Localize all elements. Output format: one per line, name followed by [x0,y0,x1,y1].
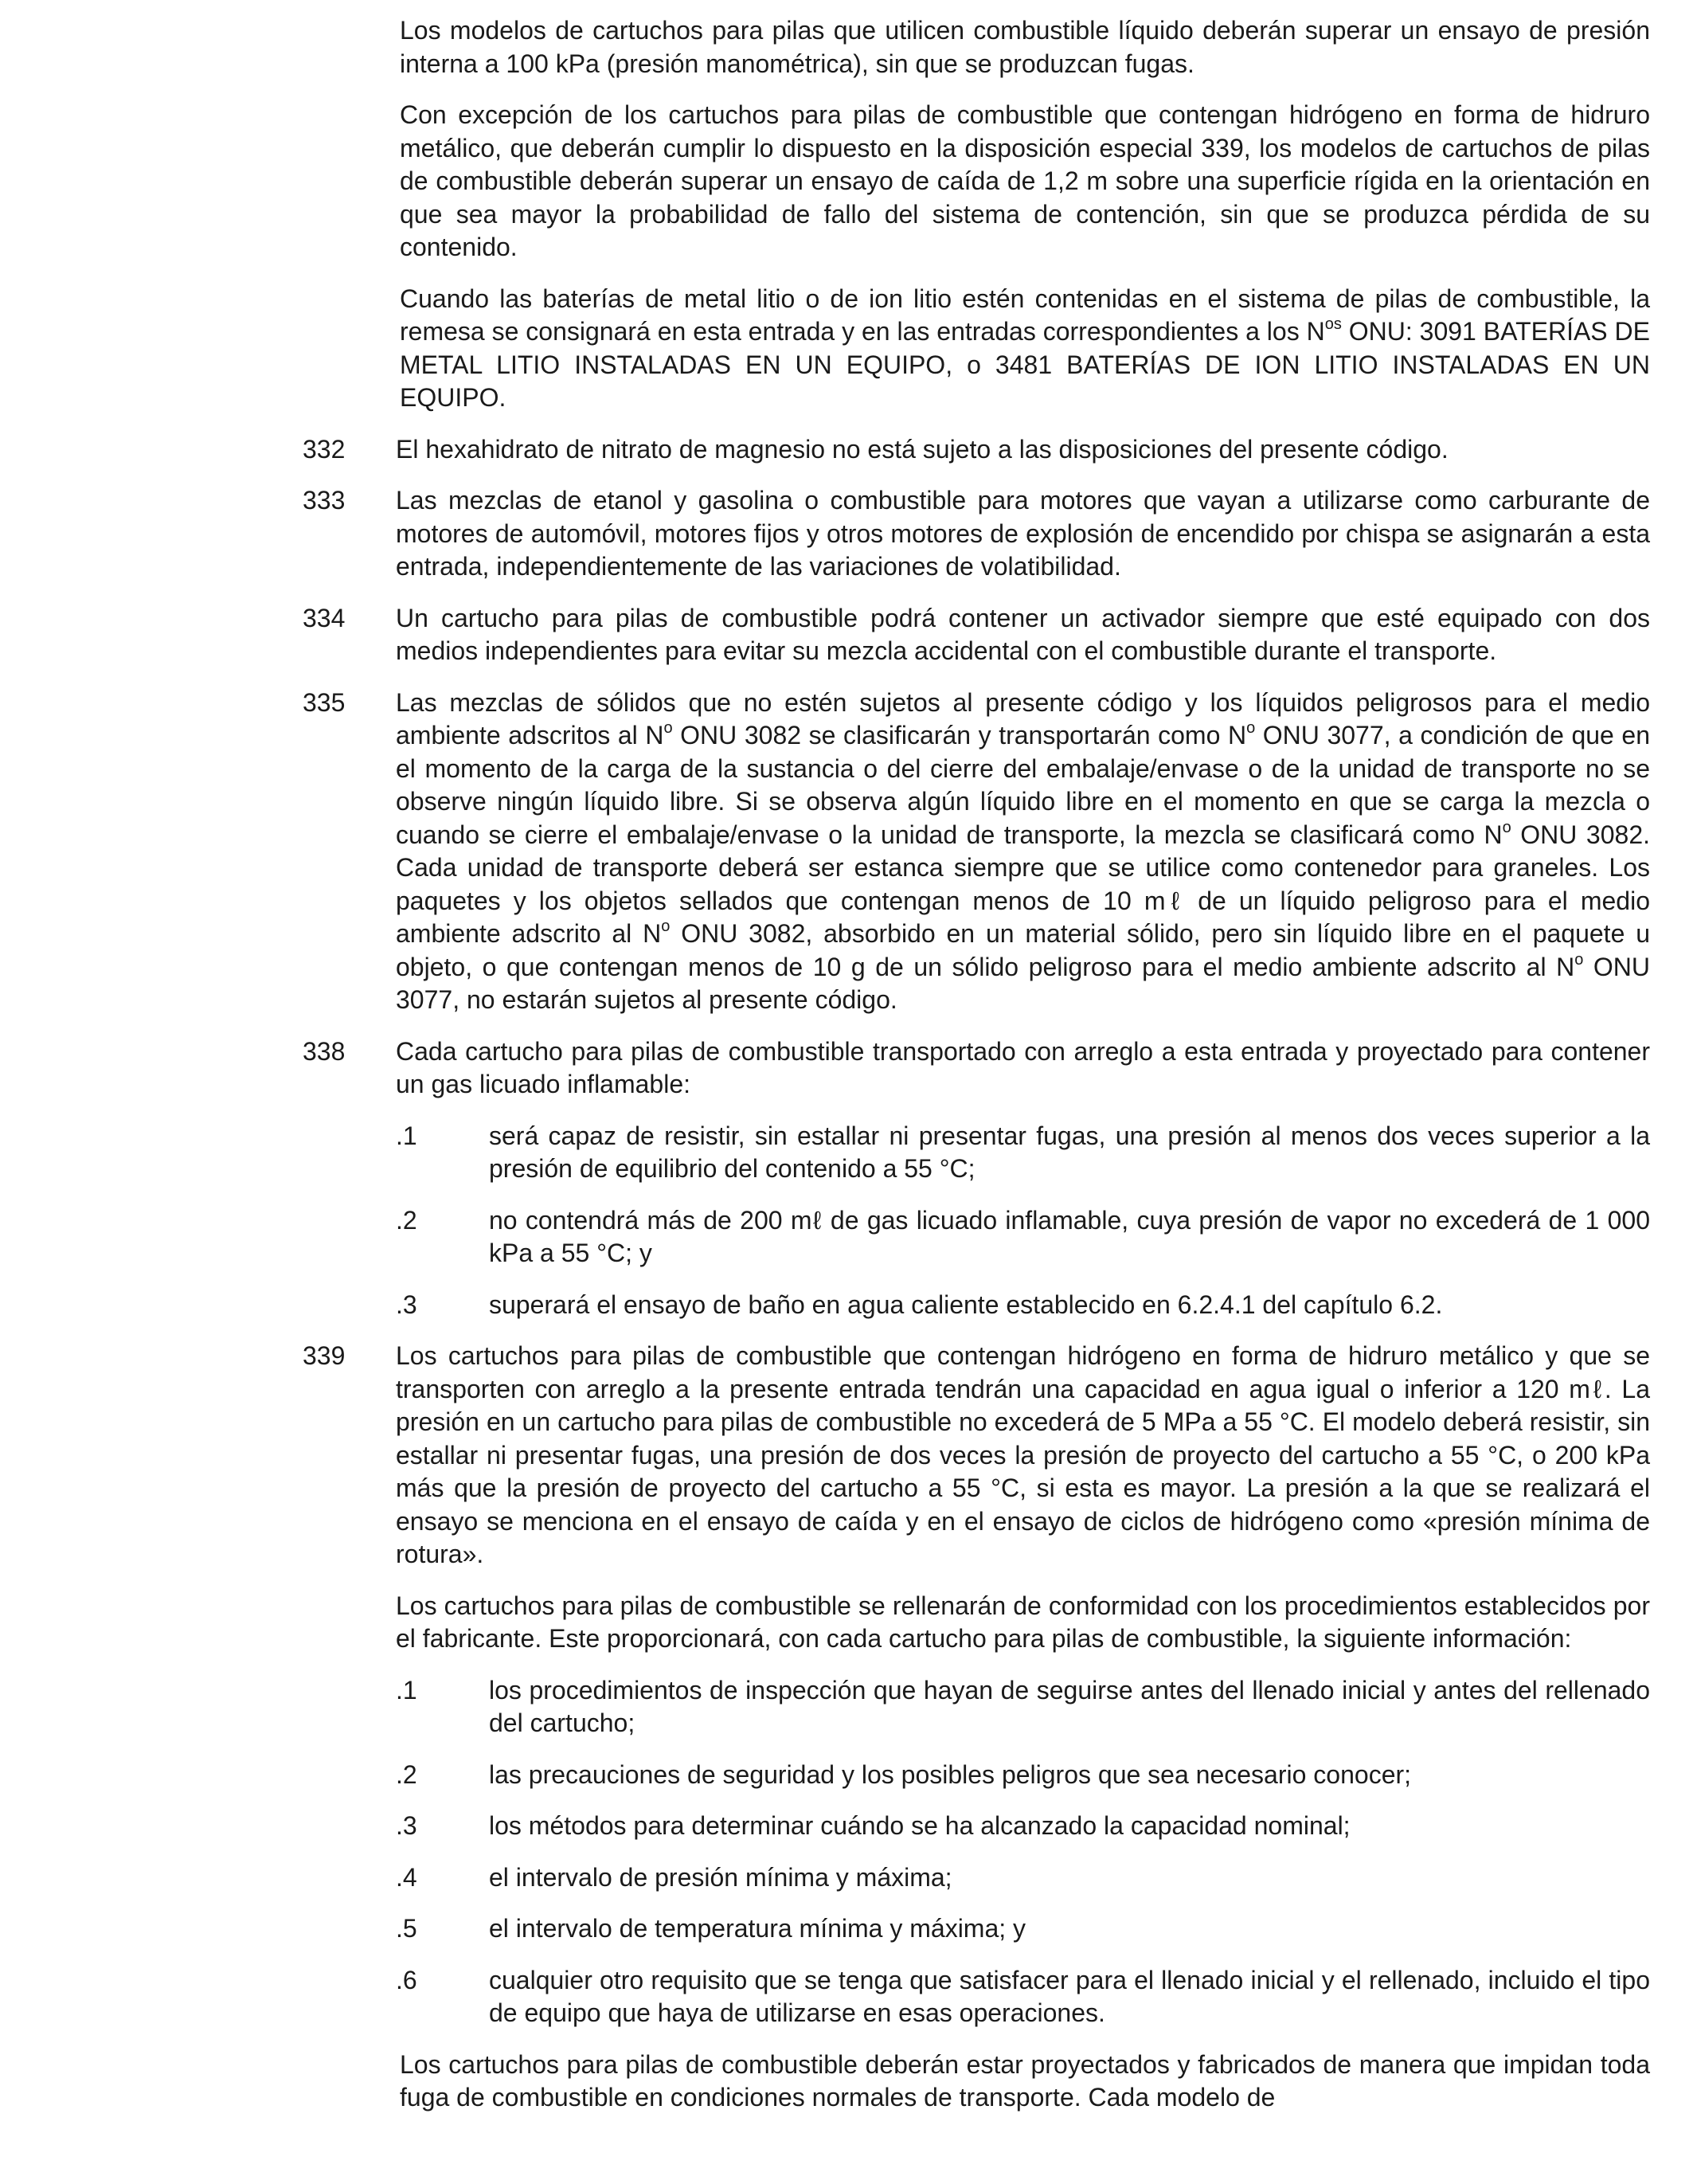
text-run: ONU 3082. Cada unidad de transporte deberá ser estanca siempre que se utilice como contenedor para graneles. Los paquetes y los objetos sellados que contengan menos de 10 mℓ de un líquido peligroso para el medio ambiente adscrito al N [396,820,1651,948]
text-run: Cuando las baterías de metal litio o de ion litio estén contenidas en el sistema de pilas de combustible, la remesa se consignará en esta entrada y en las entradas correspondientes a los N [400,284,1650,346]
superscript: o [1574,950,1584,969]
item-text: cualquier otro requisito que se tenga que satisfacer para el llenado inicial y el rellenado, incluido el tipo de equipo que haya de utilizarse en esas operaciones. [489,1965,1650,2027]
superscript: o [663,719,673,738]
text-run: ONU 3082 se clasificarán y transportarán como N [672,721,1247,750]
provision-number: 334 [303,603,346,632]
list-item [396,1120,1650,1186]
provision-number: 335 [303,687,346,717]
provision-number: 333 [303,486,346,515]
paragraph [396,687,1650,1017]
item-text: no contendrá más de 200 mℓ de gas licuado inflamable, cuya presión de vapor no excederá de 1 000 kPa a 55 °C; y [489,1205,1650,1267]
item-text: los métodos para determinar cuándo se ha alcanzado la capacidad nominal; [489,1811,1351,1840]
paragraph: Cada cartucho para pilas de combustible transportado con arreglo a esta entrada y proyectado para contener un gas licuado inflamable: [396,1036,1650,1098]
item-number: .1 [396,1121,417,1150]
paragraph: Los modelos de cartuchos para pilas que utilicen combustible líquido deberán superar un ensayo de presión interna a 100 kPa (presión manométrica), sin que se produzcan fugas. [400,16,1650,78]
item-text: superará el ensayo de baño en agua caliente establecido en 6.2.4.1 del capítulo 6.2. [489,1290,1443,1319]
text-run: ONU 3077, a condición de que en el momento de la carga de la sustancia o del cierre del embalaje/envase o de la unidad de transporte no se observe ningún líquido libre. Si se observa algún líquido libre en el momento en que se carga la mezcla o cuando se cierre el embalaje/envase o la unidad de transporte, la mezcla se clasificará como N [396,721,1651,849]
list-item [396,1964,1650,2030]
superscript: o [1246,719,1256,738]
item-text: los procedimientos de inspección que hayan de seguirse antes del llenado inicial y antes del rellenado del cartucho; [489,1675,1650,1737]
item-number: .6 [396,1965,417,1994]
item-number: .3 [396,1290,417,1319]
item-number: .4 [396,1862,417,1892]
text-run: ONU 3077, no estarán sujetos al presente código. [396,952,1651,1014]
item-text: las precauciones de seguridad y los posibles peligros que sea necesario conocer; [489,1759,1412,1789]
paragraph: Las mezclas de etanol y gasolina o combustible para motores que vayan a utilizarse como carburante de motores de automóvil, motores fijos y otros motores de explosión de encendido por chispa se asignarán a esta entrada, independientemente de las variaciones de volatibilidad. [396,486,1650,581]
list-item [396,1674,1650,1740]
provision-334 [0,602,1693,668]
list-item [396,1759,1650,1792]
text-run: ONU 3082, absorbido en un material sólido, pero sin líquido libre en el paquete u objeto, o que contengan menos de 10 g de un sólido peligroso para el medio ambiente adscrito al N [396,919,1651,981]
item-text: el intervalo de temperatura mínima y máxima; y [489,1914,1026,1943]
item-number: .1 [396,1675,417,1705]
paragraph: Con excepción de los cartuchos para pilas de combustible que contengan hidrógeno en forma de hidruro metálico, que deberán cumplir lo dispuesto en la disposición especial 339, los modelos de cartuchos de pilas de combustible deberán superar un ensayo de caída de 1,2 m sobre una superficie rígida en la orientación en que sea mayor la probabilidad de fallo del sistema de contención, sin que se produzca pérdida de su contenido. [400,100,1650,261]
list-item [396,1861,1650,1895]
provision-339 [0,1340,1693,2030]
text-run: ONU: 3091 BATERÍAS DE METAL LITIO INSTALADAS EN UN EQUIPO, o 3481 BATERÍAS DE ION LITIO INSTALADAS EN UN EQUIPO. [400,317,1651,412]
paragraph: Los cartuchos para pilas de combustible se rellenarán de conformidad con los procedimientos establecidos por el fabricante. Este proporcionará, con cada cartucho para pilas de combustible, la siguiente información: [396,1591,1650,1653]
item-number: .2 [396,1205,417,1235]
intro-block [400,14,1650,415]
paragraph: Los cartuchos para pilas de combustible deberán estar proyectados y fabricados de manera que impidan toda fuga de combustible en condiciones normales de transporte. Cada modelo de [400,2049,1650,2112]
list-item [396,1289,1650,1322]
list-item [396,1810,1650,1843]
provision-number: 338 [303,1036,346,1066]
provision-333 [0,484,1693,584]
superscript: os [1324,315,1342,334]
list-item [396,1204,1650,1270]
item-number: .3 [396,1811,417,1840]
superscript: o [1502,818,1511,836]
paragraph: Un cartucho para pilas de combustible podrá contener un activador siempre que esté equipado con dos medios independientes para evitar su mezcla accidental con el combustible durante el transporte. [396,603,1650,665]
paragraph: El hexahidrato de nitrato de magnesio no está sujeto a las disposiciones del presente código. [396,434,1449,464]
provision-number: 339 [303,1341,346,1370]
item-text: será capaz de resistir, sin estallar ni presentar fugas, una presión al menos dos veces superior a la presión de equilibrio del contenido a 55 °C; [489,1121,1650,1183]
item-number: .5 [396,1914,417,1943]
provision-332 [0,433,1693,467]
provision-338 [0,1035,1693,1322]
paragraph: Los cartuchos para pilas de combustible que contengan hidrógeno en forma de hidruro metálico y que se transporten con arreglo a la presente entrada tendrán una capacidad en agua igual o inferior a 120 mℓ. La presión en un cartucho para pilas de combustible no excederá de 5 MPa a 55 °C. El modelo deberá resistir, sin estallar ni presentar fugas, una presión de dos veces la presión de proyecto del cartucho a 55 °C, o 200 kPa más que la presión de proyecto del cartucho a 55 °C, si esta es mayor. La presión a la que se realizará el ensayo se menciona en el ensayo de caída y en el ensayo de ciclos de hidrógeno como «presión mínima de rotura». [396,1341,1650,1568]
text-run: Las mezclas de sólidos que no estén sujetos al presente código y los líquidos peligrosos para el medio ambiente adscritos al N [396,687,1650,750]
superscript: o [661,918,671,936]
item-number: .2 [396,1759,417,1789]
continuation-block [400,2049,1650,2115]
provision-number: 332 [303,434,346,464]
paragraph [400,283,1650,415]
provision-335 [0,687,1693,1017]
item-text: el intervalo de presión mínima y máxima; [489,1862,952,1892]
list-item [396,1912,1650,1946]
document-page [0,14,1693,2133]
